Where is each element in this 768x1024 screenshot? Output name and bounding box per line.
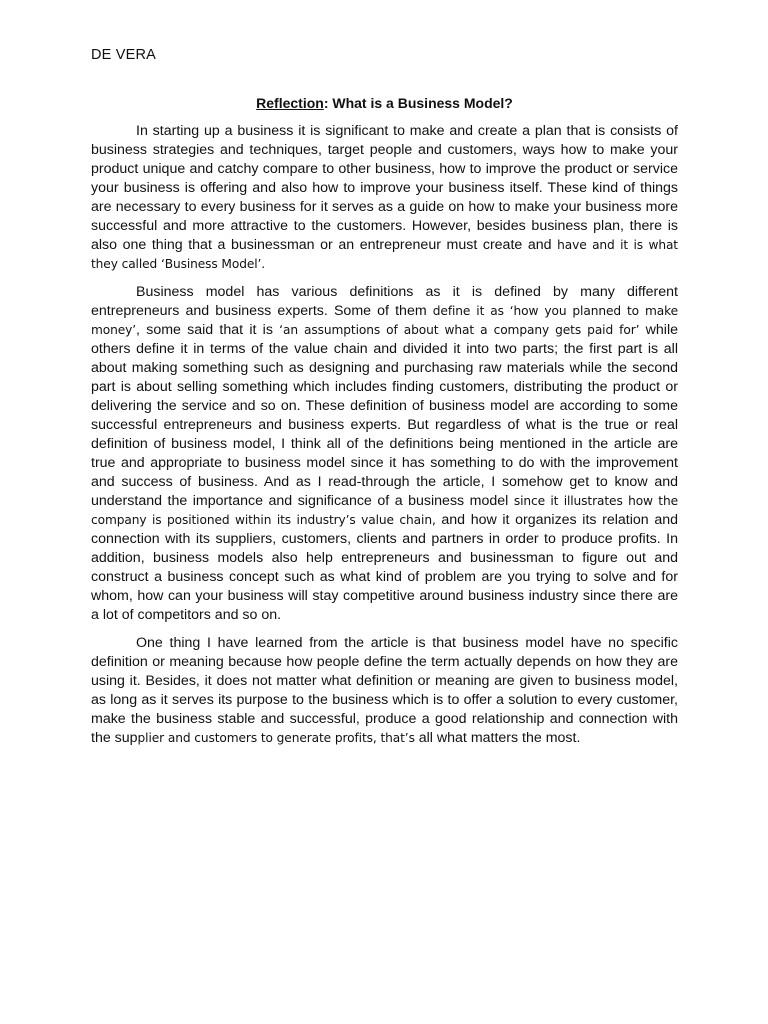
paragraph — [91, 122, 678, 274]
document-title — [91, 94, 678, 112]
quoted-text: since it illustrates how the company is positioned within its industry’s value chain, — [91, 494, 678, 527]
quoted-text: define it as ‘how you planned to make money’ — [91, 304, 679, 337]
author-name: DE VERA — [91, 47, 157, 63]
paragraph-text: all what matters the most. — [414, 730, 581, 746]
paragraph-text: In starting up a business it is significant to make and create a plan that is consists of business strategies and techniques, target people and customers, ways how to make your product unique and catchy compare to other business, how to improve the product or service your business is offering and also how to improve your business itself. These kind of things are necessary to every business for it serves as a guide on how to make your business more successful and more attractive to the customers. However, besides business plan, there is also one thing that a businessman or an entrepreneur must create and — [91, 123, 678, 253]
paragraph — [91, 634, 678, 748]
document-body — [91, 122, 678, 757]
paragraph-text: while others define it in terms of the value chain and divided it into two parts; the first part is all about making something such as designing and purchasing raw materials while the second part is about selling something which includes finding customers, distributing the product or delivering the service and so on. These definition of business model are according to some successful entrepreneurs and business experts. But regardless of what is the true or real definition of business model, I think all of the definitions being mentioned in the article are true and appropriate to business model since it has something to do with the improvement and success of business. And as I read-through the article, I somehow get to know and understand the importance and significance of a business model — [91, 322, 678, 509]
quoted-text: plier and customers to generate profits, that’s — [137, 731, 415, 745]
paragraph-text: One thing I have learned from the article is that business model have no specific definition or meaning because how people define the term actually depends on how they are using it. Besides, it does not matter what definition or meaning are given to business model, as long as it serves its purpose to the business which is to offer a solution to every customer, make the business stable and successful, produce a good relationship and connection with the sup — [91, 635, 678, 746]
title-label: Reflection — [256, 95, 324, 111]
title-text: : What is a Business Model? — [323, 95, 513, 111]
paragraph-text: and how it organizes its relation and connection with its suppliers, customers, clients and partners in order to produce profits. In addition, business models also help entrepreneurs and businessman to figure out and construct a business concept such as what kind of problem are you trying to solve and for whom, how can your business will stay competitive around business industry since there are a lot of competitors and so on. — [91, 512, 678, 623]
paragraph-text: , some said that it is — [136, 322, 280, 338]
quoted-text: have and it is what they called ‘Business Model’. — [91, 238, 678, 271]
paragraph — [91, 283, 678, 625]
quoted-text: ‘an assumptions of about what a company gets paid for’ — [279, 323, 640, 337]
paragraph-text: Business model has various definitions as it is defined by many different entrepreneurs and business experts. Some of them — [91, 284, 678, 319]
